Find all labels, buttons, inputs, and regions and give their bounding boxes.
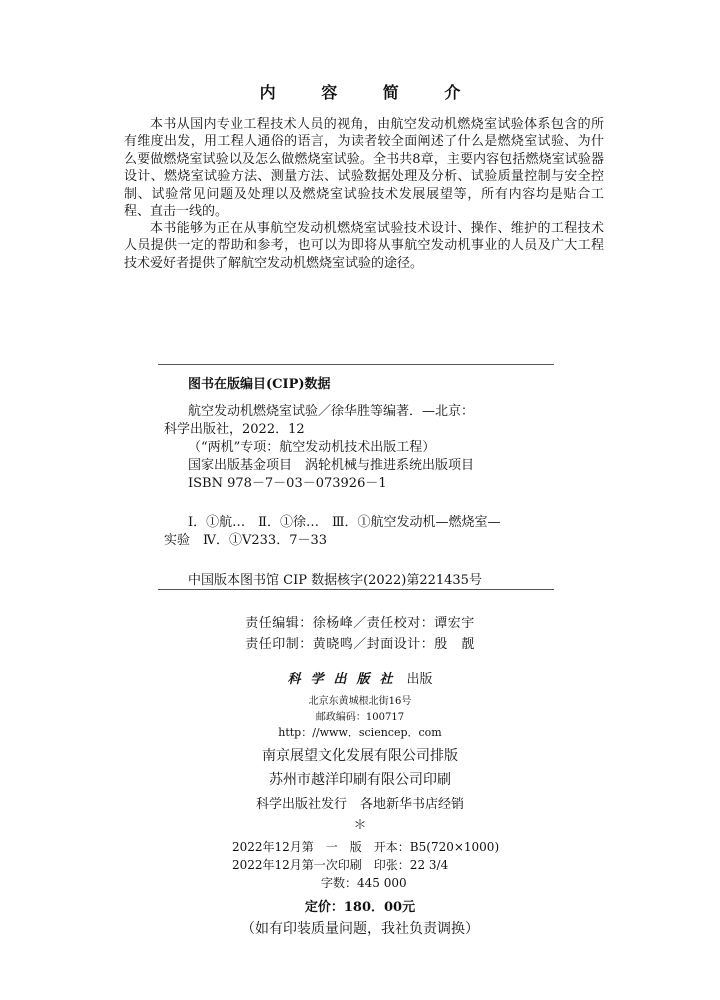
distribution-line: 科学出版社发行 各地新华书店经销	[255, 797, 464, 812]
price-label: 定价：	[304, 900, 344, 915]
word-count: 字数：445 000	[321, 876, 407, 890]
cip-record	[164, 403, 554, 493]
price-unit: 元	[402, 900, 416, 915]
cip-title-line: 航空发动机燃烧室试验／徐华胜等编著．—北京：	[188, 404, 475, 419]
cip-classification-line-2: 实验 Ⅳ．①V233．7－33	[164, 533, 328, 548]
quality-notice: （如有印装质量问题，我社负责调换）	[241, 921, 479, 937]
printing-line: 2022年12月第一次印刷 印张：22 3/4	[232, 858, 449, 872]
publisher-suffix: 出版	[406, 672, 433, 687]
cip-series-line: （“两机”专项：航空发动机技术出版工程）	[188, 440, 436, 455]
cip-isbn-line: ISBN 978－7－03－073926－1	[188, 476, 387, 491]
publisher-line	[0, 668, 720, 687]
cip-publisher-line: 科学出版社，2022．12	[164, 422, 305, 437]
intro-paragraph-1: 本书从国内专业工程技术人员的视角，由航空发动机燃烧室试验体系包含的所有维度出发，用工程人通俗的语言，为读者较全面阐述了什么是燃烧室试验、为什么要做燃烧室试验以及怎么做燃烧室试验。全书共8章，主要内容包括燃烧室试验器设计、燃烧室试验方法、测量方法、试验数据处理及分析、试验质量控制与安全控制、试验常见问题及处理以及燃烧室试验技术发展展望等，所有内容均是贴合工程、直击一线的。	[124, 117, 604, 220]
cip-check-number: 中国版本图书馆 CIP 数据核字(2022)第221435号	[188, 573, 482, 588]
publisher-postal-code: 邮政编码：100717	[315, 712, 405, 723]
edition-line: 2022年12月第 一 版 开本：B5(720×1000)	[232, 840, 500, 854]
publisher-website: http：//www．sciencep．com	[278, 726, 442, 739]
price-line	[0, 896, 720, 915]
staff-production-line: 责任印制：黄晓鸣／封面设计：殷 靓	[245, 637, 475, 652]
cip-classification-line-1: Ⅰ．①航… Ⅱ．①徐… Ⅲ．①航空发动机—燃烧室—	[188, 515, 501, 530]
cip-classification	[164, 514, 554, 550]
cip-bottom-divider	[158, 589, 554, 590]
printer-line: 苏州市越洋印刷有限公司印刷	[269, 772, 451, 788]
separator-asterisk: ＊	[353, 818, 367, 833]
publisher-address: 北京东黄城根北街16号	[308, 696, 412, 707]
cip-heading: 图书在版编目(CIP)数据	[188, 377, 331, 392]
publisher-logo: 科学出版社	[287, 672, 403, 687]
cip-top-divider	[158, 364, 554, 365]
typesetter-line: 南京展望文化发展有限公司排版	[262, 748, 458, 764]
page-title: 内 容 简 介	[259, 83, 481, 102]
price-value: 180．00	[343, 900, 403, 915]
staff-editors-line: 责任编辑：徐杨峰／责任校对：谭宏宇	[245, 616, 475, 631]
intro-paragraph-2: 本书能够为正在从事航空发动机燃烧室试验技术设计、操作、维护的工程技术人员提供一定的帮助和参考，也可以为即将从事航空发动机事业的人员及广大工程技术爱好者提供了解航空发动机燃烧室试验的途径。	[124, 221, 604, 271]
cip-fund-line: 国家出版基金项目 涡轮机械与推进系统出版项目	[188, 458, 475, 473]
